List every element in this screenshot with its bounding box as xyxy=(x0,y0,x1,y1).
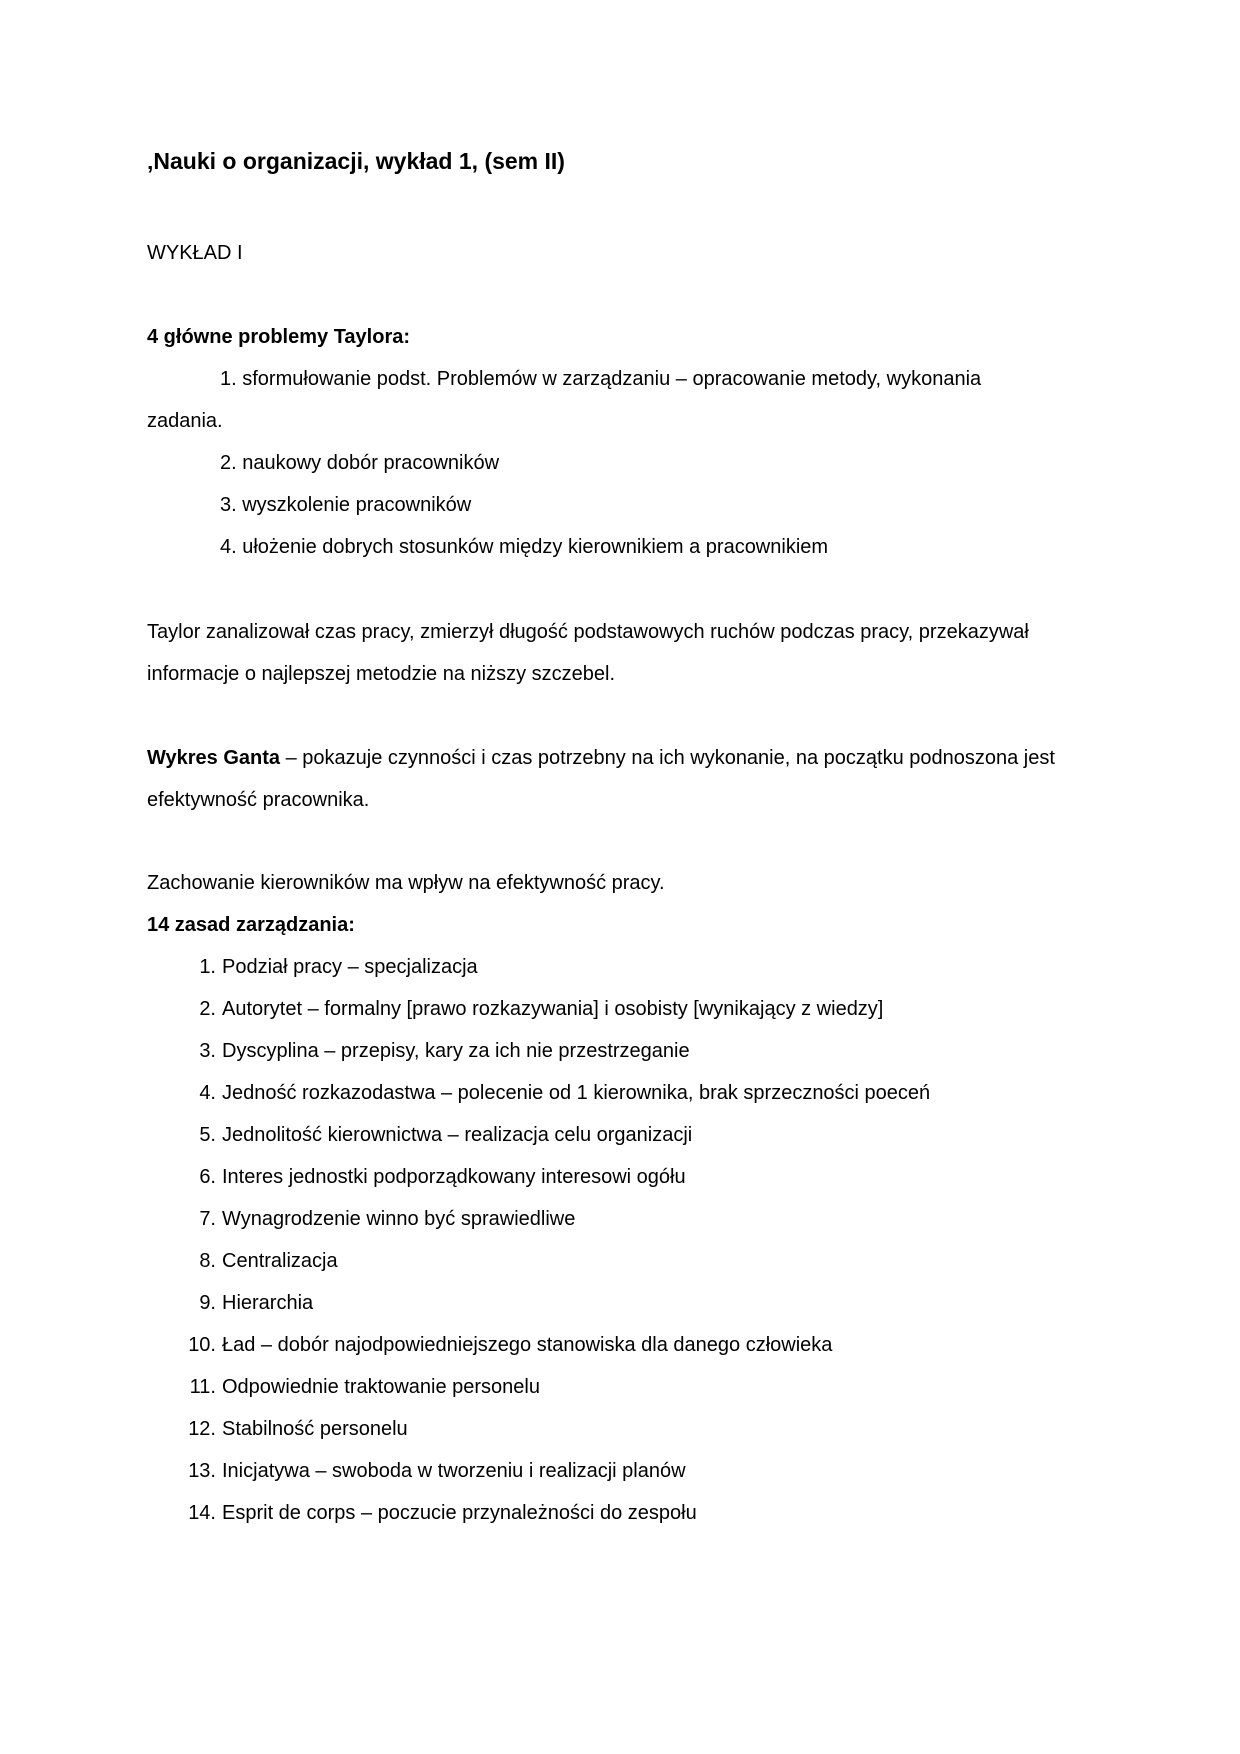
list-item-number: 7. xyxy=(199,1208,216,1230)
list-item-number: 1. xyxy=(199,956,216,978)
document-title: ‚Nauki o organizacji, wykład 1, (sem II) xyxy=(147,148,565,174)
list-item-number: 11. xyxy=(189,1376,216,1398)
taylor-problem-2: 2. naukowy dobór pracowników xyxy=(220,452,500,474)
gantt-paragraph xyxy=(147,737,1107,821)
list-item-text: Jedność rozkazodastwa – polecenie od 1 kierownika, brak sprzeczności poeceń xyxy=(222,1082,931,1104)
list-item-number: 14. xyxy=(188,1502,216,1524)
list-item-text: Inicjatywa – swoboda w tworzeniu i realizacji planów xyxy=(222,1460,686,1482)
lecture-label: WYKŁAD I xyxy=(147,242,243,264)
taylor-paragraph: Taylor zanalizował czas pracy, zmierzył długość podstawowych ruchów podczas pracy, przekazywał informacje o najlepszej metodzie na niższy szczebel. xyxy=(147,621,1029,685)
taylor-problem-3: 3. wyszkolenie pracowników xyxy=(220,494,472,516)
taylor-problem-1-line-1 xyxy=(220,368,981,391)
list-item-text: Hierarchia xyxy=(222,1292,314,1314)
list-item-text: Wynagrodzenie winno być sprawiedliwe xyxy=(222,1208,576,1230)
list-item-number: 4. xyxy=(199,1082,216,1104)
gantt-definition: – pokazuje czynności i czas potrzebny na ich wykonanie, na początku podnoszona jest efektywność pracownika. xyxy=(147,747,1055,811)
list-item-number: 3. xyxy=(199,1040,216,1062)
taylor-problem-4: 4. ułożenie dobrych stosunków między kierownikiem a pracownikiem xyxy=(220,536,829,558)
list-item-text: Jednolitość kierownictwa – realizacja celu organizacji xyxy=(222,1124,693,1146)
list-item-text: Ład – dobór najodpowiedniejszego stanowiska dla danego człowieka xyxy=(222,1334,833,1356)
list-item-number: 6. xyxy=(199,1166,216,1188)
list-item-number: 9. xyxy=(199,1292,216,1314)
list-item-number: 12. xyxy=(188,1418,216,1440)
list-item-text: Esprit de corps – poczucie przynależności do zespołu xyxy=(222,1502,697,1524)
list-item-number: 5. xyxy=(199,1124,216,1146)
list-item-text: Podział pracy – specjalizacja xyxy=(222,956,478,978)
list-item-number: 10. xyxy=(188,1334,216,1356)
list-item-number: 13. xyxy=(188,1460,216,1482)
managers-sentence: Zachowanie kierowników ma wpływ na efektywność pracy. xyxy=(147,872,665,894)
list-item-text: Interes jednostki podporządkowany interesowi ogółu xyxy=(222,1166,686,1188)
list-item-text: Centralizacja xyxy=(222,1250,338,1272)
taylor-problem-1-text: sformułowanie podst. Problemów w zarządzaniu – opracowanie metody, wykonania xyxy=(242,368,982,390)
list-item-text: Dyscyplina – przepisy, kary za ich nie przestrzeganie xyxy=(222,1040,690,1062)
taylor-problems-heading: 4 główne problemy Taylora: xyxy=(147,326,411,348)
taylor-problem-1-number: 1. xyxy=(220,368,237,390)
list-item-text: Odpowiednie traktowanie personelu xyxy=(222,1376,540,1398)
list-item-number: 8. xyxy=(199,1250,216,1272)
list-item-number: 2. xyxy=(199,998,216,1020)
list-item-text: Stabilność personelu xyxy=(222,1418,408,1440)
taylor-problem-1-line-2: zadania. xyxy=(147,410,223,432)
list-item-text: Autorytet – formalny [prawo rozkazywania] i osobisty [wynikający z wiedzy] xyxy=(222,998,884,1020)
gantt-term: Wykres Ganta xyxy=(147,747,281,769)
principles-heading: 14 zasad zarządzania: xyxy=(147,914,355,936)
